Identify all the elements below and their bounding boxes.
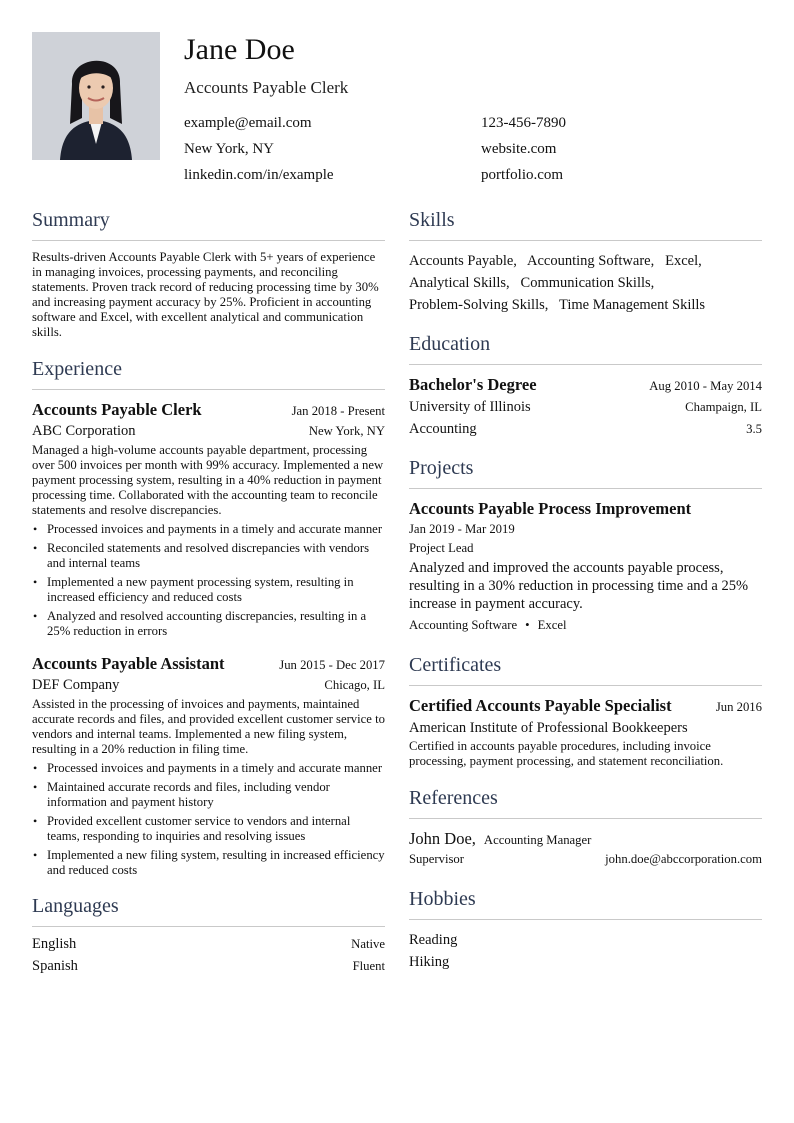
skills-section (409, 206, 762, 316)
certificate-issuer: American Institute of Professional Bookkeepers (409, 720, 688, 736)
bullet-item: • Provided excellent customer service to vendors and internal teams, responding to inquiries and resolving issues (32, 814, 385, 844)
candidate-name: Jane Doe (184, 33, 295, 66)
summary-text: Results-driven Accounts Payable Clerk with 5+ years of experience in managing invoices, processing payments, and reconciling statements. Proven track record of reducing processing time by 30% and increasing payment accuracy by 25%. Proficient in accounting software and Excel, with excellent analytical and communication skills. (32, 250, 379, 339)
bullet-item: • Processed invoices and payments in a timely and accurate manner (32, 761, 385, 776)
certificate-description: Certified in accounts payable procedures, including invoice processing, payment processing, and statement reconciliation. (409, 739, 724, 768)
projects-heading: Projects (409, 454, 762, 489)
language-name: English (32, 936, 77, 952)
summary-section (32, 206, 385, 340)
reference-relation: Supervisor (409, 852, 464, 866)
bullet-item: • Implemented a new payment processing system, resulting in increased efficiency and reduced costs (32, 575, 385, 605)
bullet-item: • Reconciled statements and resolved discrepancies with vendors and internal teams (32, 541, 385, 571)
job-dates: Jun 2015 - Dec 2017 (279, 658, 385, 672)
left-column (32, 206, 385, 980)
project-tag: Excel (537, 618, 567, 632)
job-location: Chicago, IL (324, 678, 385, 692)
certificates-section (409, 651, 762, 769)
gpa-value: 3.5 (746, 422, 762, 436)
language-level: Native (351, 937, 385, 951)
language-row (32, 958, 385, 980)
bullet-item: • Maintained accurate records and files, including vendor information and payment history (32, 780, 385, 810)
project-description: Analyzed and improved the accounts payable process, resulting in a 30% reduction in processing time and a 25% increase in payment accuracy. (409, 560, 749, 612)
summary-heading: Summary (32, 206, 385, 241)
certificate-title: Certified Accounts Payable Specialist (409, 696, 672, 715)
degree-name: Bachelor's Degree (409, 375, 537, 394)
job-bullets (32, 522, 385, 639)
languages-section (32, 892, 385, 980)
hobbies-section (409, 885, 762, 973)
job-company: ABC Corporation (32, 423, 136, 439)
language-row (32, 936, 385, 958)
skills-heading: Skills (409, 206, 762, 241)
job-description: Managed a high-volume accounts payable department, processing over 500 invoices per month with 99% accuracy. Implemented a new payment processing system, resulting in a 40% reduction in payment processing time. Collaborated with the accounting team to reconcile statements and resolve discrepancies. (32, 443, 384, 517)
job-entry (32, 653, 385, 878)
bullet-item: • Analyzed and resolved accounting discrepancies, resulting in a 25% reduction in errors (32, 609, 385, 639)
hobby-item: Reading (409, 932, 458, 948)
contact-email[interactable]: example@email.com (184, 115, 312, 131)
field-of-study: Accounting (409, 421, 477, 437)
tag-separator: • (525, 618, 530, 632)
project-tag: Accounting Software (409, 618, 518, 632)
contact-website[interactable]: website.com (481, 141, 557, 157)
hobbies-heading: Hobbies (409, 885, 762, 920)
references-heading: References (409, 784, 762, 819)
skills-line: Accounts Payable, Accounting Software, Excel, (409, 253, 702, 269)
certificate-date: Jun 2016 (715, 700, 762, 714)
reference-name: John Doe, (409, 829, 476, 848)
contact-linkedin[interactable]: linkedin.com/in/example (184, 167, 334, 183)
skills-line: Problem-Solving Skills, Time Management Skills (409, 297, 706, 313)
language-level: Fluent (352, 959, 385, 973)
project-tags (409, 616, 762, 634)
job-title: Accounts Payable Assistant (32, 654, 225, 673)
education-dates: Aug 2010 - May 2014 (649, 379, 762, 393)
languages-heading: Languages (32, 892, 385, 927)
language-name: Spanish (32, 958, 78, 974)
reference-email[interactable]: john.doe@abccorporation.com (605, 852, 762, 866)
job-description: Assisted in the processing of invoices and payments, maintained accurate records and files, and provided excellent customer service to vendors and internal teams. Implemented a new filing system, resulting in a 20% reduction in filing time. (32, 697, 385, 756)
contact-phone[interactable]: 123-456-7890 (481, 115, 566, 131)
right-column (409, 206, 762, 973)
reference-role: Accounting Manager (483, 833, 592, 847)
bullet-item: • Processed invoices and payments in a timely and accurate manner (32, 522, 385, 537)
experience-section (32, 355, 385, 878)
education-section (409, 330, 762, 440)
candidate-title: Accounts Payable Clerk (184, 78, 349, 97)
references-section (409, 784, 762, 869)
job-title: Accounts Payable Clerk (32, 400, 202, 419)
project-role: Project Lead (409, 541, 474, 555)
contact-location: New York, NY (184, 141, 275, 157)
certificates-heading: Certificates (409, 651, 762, 686)
project-title: Accounts Payable Process Improvement (409, 499, 692, 518)
bullet-item: • Implemented a new filing system, resulting in increased efficiency and reduced costs (32, 848, 385, 878)
job-dates: Jan 2018 - Present (291, 404, 385, 418)
job-entry (32, 399, 385, 639)
skills-line: Analytical Skills, Communication Skills, (409, 275, 655, 291)
job-bullets (32, 761, 385, 878)
school-name: University of Illinois (409, 399, 531, 415)
school-location: Champaign, IL (685, 400, 762, 414)
job-location: New York, NY (308, 424, 385, 438)
profile-photo (32, 32, 160, 160)
project-dates: Jan 2019 - Mar 2019 (409, 522, 515, 536)
hobby-item: Hiking (409, 954, 450, 970)
projects-section (409, 454, 762, 634)
education-heading: Education (409, 330, 762, 365)
experience-heading: Experience (32, 355, 385, 390)
resume-header (32, 32, 762, 182)
job-company: DEF Company (32, 677, 120, 693)
contact-portfolio[interactable]: portfolio.com (481, 167, 564, 183)
skills-list (409, 250, 762, 316)
